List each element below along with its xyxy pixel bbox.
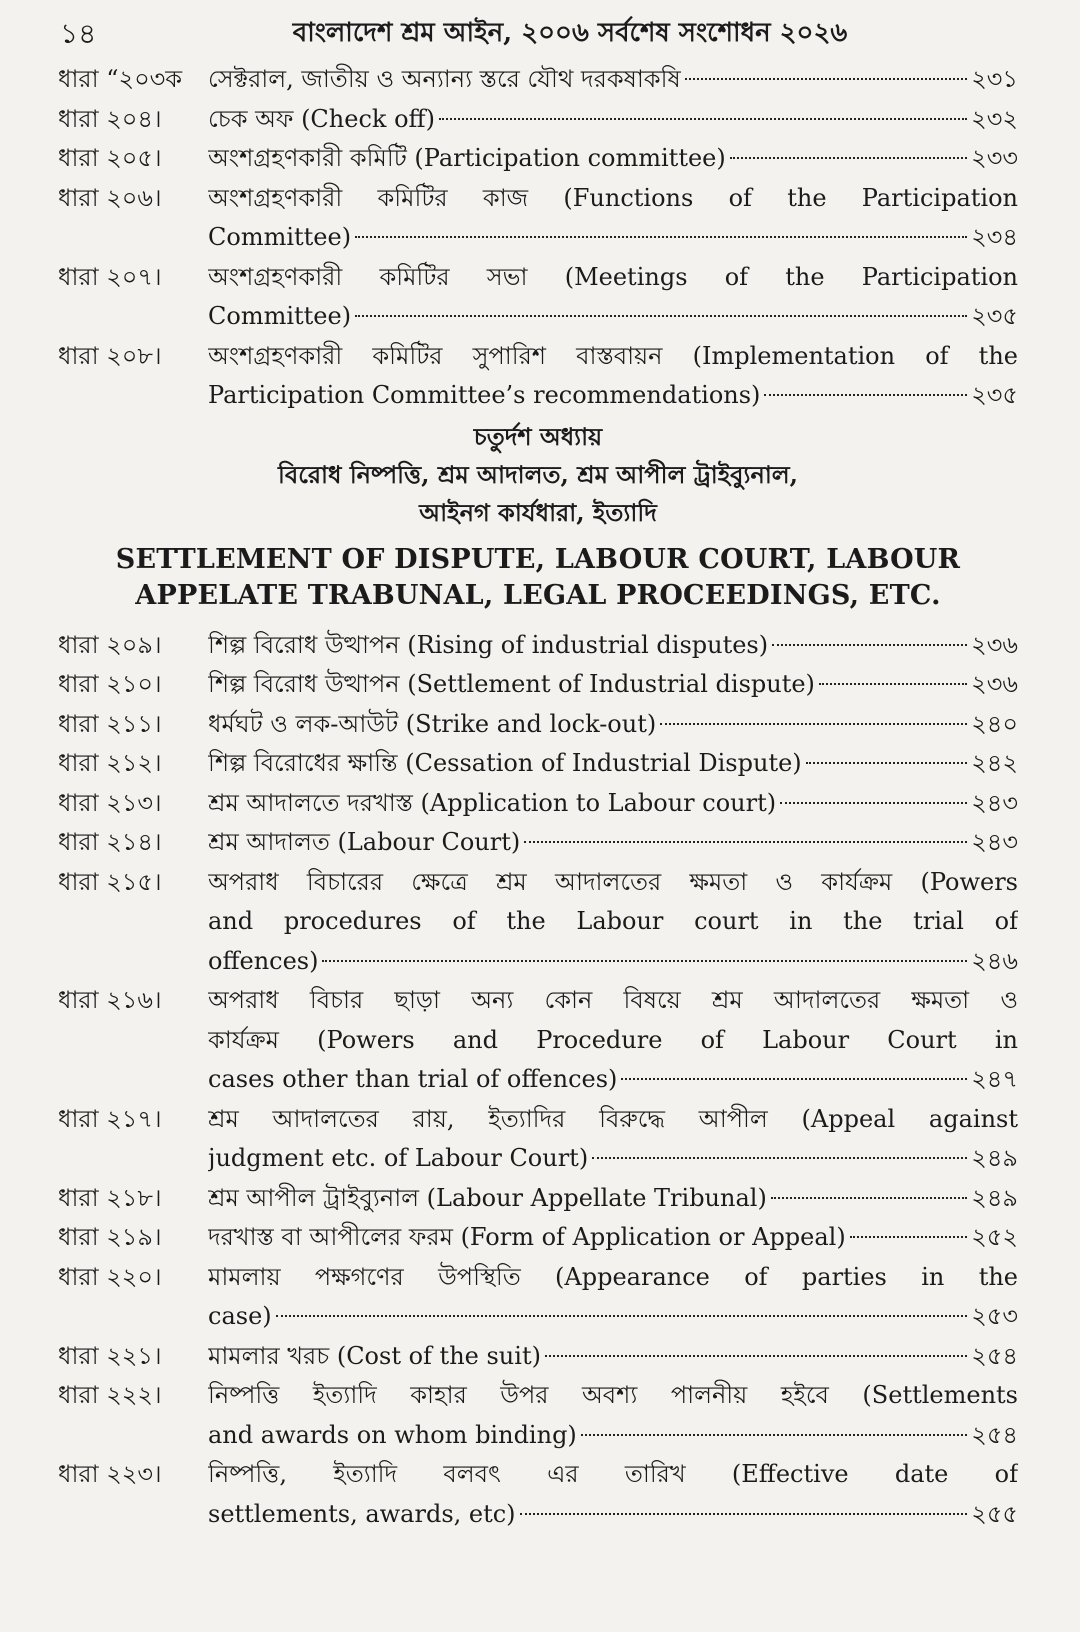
entry-body (208, 139, 1018, 179)
entry-title: অংশগ্রহণকারী কমিটির সভা (Meetings of the Participation (208, 262, 1018, 291)
entry-line (208, 1139, 1018, 1179)
toc-entry (58, 258, 1018, 337)
dot-leader (439, 118, 967, 120)
page-ref: ২৫৩ (971, 1302, 1018, 1330)
section-number: ধারা ২০৭। (58, 262, 162, 291)
entry-body (208, 626, 1018, 666)
page-ref: ২৩৫ (971, 381, 1018, 409)
entry-title: দরখাস্ত বা আপীলের ফরম (Form of Application or Appeal) (208, 1223, 846, 1251)
chapter-title-bn-1: বিরোধ নিষ্পত্তি, শ্রম আদালত, শ্রম আপীল ট্রাইব্যুনাল, (277, 459, 799, 489)
section-number: ধারা ২১৫। (58, 867, 162, 896)
toc-entry (58, 337, 1018, 416)
entry-title: শিল্প বিরোধের ক্ষান্তি (Cessation of Industrial Dispute) (208, 749, 802, 777)
entry-body (208, 1258, 1018, 1337)
entry-title: সেক্টরাল, জাতীয় ও অন্যান্য স্তরে যৌথ দরকষাকষি (208, 65, 681, 93)
page-ref: ২৩৪ (971, 223, 1018, 251)
entry-line (208, 665, 1018, 705)
toc-entry (58, 1337, 1018, 1377)
section-number: ধারা “২০৩ক (58, 65, 183, 93)
entry-title: Participation Committee’s recommendations) (208, 381, 761, 409)
entry-title: অংশগ্রহণকারী কমিটির কাজ (Functions of the Participation (208, 183, 1018, 212)
toc-entry (58, 626, 1018, 666)
entry-title: শিল্প বিরোধ উত্থাপন (Rising of industrial disputes) (208, 630, 769, 659)
entry-body (208, 863, 1018, 982)
entry-title: শ্রম আদালতের রায়, ইত্যাদির বিরুদ্ধে আপীল (Appeal against (208, 1104, 1018, 1133)
chapter-title-bn-2: আইনগ কার্যধারা, ইত্যাদি (419, 497, 657, 527)
dot-leader (780, 802, 967, 804)
dot-leader (524, 841, 967, 843)
toc-entry (58, 60, 1018, 100)
entry-line (208, 626, 1018, 666)
section-number: ধারা ২১০। (58, 670, 162, 698)
dot-leader (621, 1078, 967, 1080)
section-number: ধারা ২২১। (58, 1341, 162, 1370)
entry-line (208, 1218, 1018, 1258)
dot-leader (660, 723, 967, 725)
page-ref: ২৪৬ (971, 946, 1018, 975)
entry-title: settlements, awards, etc) (208, 1499, 516, 1528)
entry-line (208, 902, 1018, 942)
dot-leader (355, 236, 967, 238)
table-of-contents (58, 60, 1018, 1534)
entry-body (208, 1455, 1018, 1534)
running-title: বাংলাদেশ শ্রম আইন, ২০০৬ সর্বশেষ সংশোধন ২০২৬ (292, 18, 848, 48)
page-ref: ২৪৭ (971, 1065, 1018, 1093)
page-ref: ২৪৯ (971, 1183, 1018, 1212)
toc-entry (58, 1218, 1018, 1258)
entry-line (208, 376, 1018, 416)
section-number: ধারা ২১৮। (58, 1183, 162, 1212)
section-number: ধারা ২১৭। (58, 1104, 162, 1133)
dot-leader (355, 315, 967, 317)
entry-title: Committee) (208, 223, 352, 251)
entry-line (208, 1100, 1018, 1140)
page-ref: ২৪৩ (971, 788, 1018, 817)
entry-line (208, 337, 1018, 377)
entry-body (208, 258, 1018, 337)
page-ref: ২৩৫ (971, 302, 1018, 330)
toc-entry (58, 1100, 1018, 1179)
page-ref: ২৩৩ (971, 144, 1018, 172)
entry-line (208, 863, 1018, 903)
entry-title: শ্রম আদালতে দরখাস্ত (Application to Labour court) (208, 788, 777, 817)
entry-title: শ্রম আপীল ট্রাইব্যুনাল (Labour Appellate Tribunal) (208, 1183, 767, 1212)
toc-entry (58, 823, 1018, 863)
entry-body (208, 784, 1018, 824)
entry-title: offences) (208, 946, 319, 975)
entry-line (208, 100, 1018, 140)
entry-title: মামলায় পক্ষগণের উপস্থিতি (Appearance of parties in the (208, 1262, 1018, 1291)
entry-body (208, 337, 1018, 416)
dot-leader (581, 1434, 967, 1436)
entry-line (208, 1337, 1018, 1377)
entry-line (208, 1495, 1018, 1535)
dot-leader (730, 157, 967, 159)
section-number: ধারা ২১৩। (58, 788, 162, 817)
entry-line (208, 258, 1018, 298)
section-number: ধারা ২০৬। (58, 183, 162, 212)
entry-body (208, 823, 1018, 863)
entry-line (208, 218, 1018, 258)
toc-entry (58, 1258, 1018, 1337)
page-ref: ২৩৬ (971, 670, 1018, 698)
section-number: ধারা ২২৩। (58, 1460, 162, 1488)
entry-line (208, 139, 1018, 179)
entry-body (208, 1100, 1018, 1179)
entry-line (208, 297, 1018, 337)
page-ref: ২৪৯ (971, 1144, 1018, 1172)
toc-entry (58, 981, 1018, 1100)
toc-entry (58, 1455, 1018, 1534)
chapter-title-en-1: SETTLEMENT OF DISPUTE, LABOUR COURT, LABOUR (115, 543, 961, 575)
entry-title: অংশগ্রহণকারী কমিটি (Participation committee) (208, 144, 726, 172)
entry-title: ধর্মঘট ও লক-আউট (Strike and lock-out) (208, 709, 657, 738)
toc-entry (58, 665, 1018, 705)
toc-entry (58, 705, 1018, 745)
entry-body (208, 100, 1018, 140)
page-ref: ২৩১ (971, 65, 1018, 93)
page-ref: ২৪৩ (971, 828, 1018, 856)
toc-entries-part2 (58, 626, 1018, 1535)
entry-line (208, 1021, 1018, 1061)
dot-leader (806, 762, 968, 764)
entry-title: অংশগ্রহণকারী কমিটির সুপারিশ বাস্তবায়ন (Implementation of the (208, 341, 1018, 370)
entry-title: নিষ্পত্তি ইত্যাদি কাহার উপর অবশ্য পালনীয় হইবে (Settlements (208, 1381, 1018, 1409)
section-number: ধারা ২১২। (58, 749, 162, 777)
entry-title: অপরাধ বিচারের ক্ষেত্রে শ্রম আদালতের ক্ষমতা ও কার্যক্রম (Powers (208, 867, 1018, 896)
entry-line (208, 1258, 1018, 1298)
entry-title: cases other than trial of offences) (208, 1065, 618, 1093)
dot-leader (850, 1236, 967, 1238)
page-ref: ২৫৪ (971, 1420, 1018, 1449)
entry-title: নিষ্পত্তি, ইত্যাদি বলবৎ এর তারিখ (Effective date of (208, 1460, 1018, 1488)
entry-title: অপরাধ বিচার ছাড়া অন্য কোন বিষয়ে শ্রম আদালতের ক্ষমতা ও (208, 986, 1018, 1014)
entry-line (208, 1179, 1018, 1219)
section-number: ধারা ২১১। (58, 709, 162, 738)
entry-body (208, 1337, 1018, 1377)
toc-entry (58, 863, 1018, 982)
section-number: ধারা ২১৯। (58, 1223, 162, 1251)
entry-line (208, 942, 1018, 982)
entry-body (208, 1179, 1018, 1219)
entry-line (208, 784, 1018, 824)
toc-entry (58, 1376, 1018, 1455)
page-ref: ২৫৪ (971, 1341, 1018, 1370)
entry-title: case) (208, 1302, 272, 1330)
section-number: ধারা ২০৫। (58, 144, 162, 172)
page-header (50, 8, 1010, 54)
dot-leader (276, 1315, 968, 1317)
entry-title: শিল্প বিরোধ উত্থাপন (Settlement of Industrial dispute) (208, 670, 815, 698)
entry-line (208, 179, 1018, 219)
entry-line (208, 823, 1018, 863)
dot-leader (520, 1513, 968, 1515)
entry-title: and procedures of the Labour court in the trial of (208, 907, 1018, 935)
entry-title: শ্রম আদালত (Labour Court) (208, 828, 521, 856)
entry-line (208, 1416, 1018, 1456)
dot-leader (592, 1157, 967, 1159)
entry-title: কার্যক্রম (Powers and Procedure of Labour Court in (208, 1025, 1018, 1054)
page-number: ১৪ (60, 17, 97, 50)
entry-body (208, 1376, 1018, 1455)
toc-entry (58, 100, 1018, 140)
entry-title: চেক অফ (Check off) (208, 104, 435, 133)
toc-entry (58, 744, 1018, 784)
entry-body (208, 665, 1018, 705)
entry-body (208, 1218, 1018, 1258)
toc-entry (58, 179, 1018, 258)
toc-entry (58, 139, 1018, 179)
dot-leader (545, 1355, 967, 1357)
entry-line (208, 744, 1018, 784)
page-ref: ২৪০ (971, 709, 1018, 738)
entry-body (208, 744, 1018, 784)
section-number: ধারা ২২০। (58, 1262, 162, 1291)
entry-title: and awards on whom binding) (208, 1420, 577, 1449)
page-ref: ২৫২ (971, 1223, 1018, 1251)
dot-leader (819, 683, 967, 685)
page-ref: ২৩৬ (971, 630, 1018, 659)
entry-title: Committee) (208, 302, 352, 330)
page-ref: ২৫৫ (971, 1499, 1018, 1528)
section-number: ধারা ২০৯। (58, 630, 162, 659)
chapter-number: চতুর্দশ অধ্যায় (473, 421, 603, 451)
dot-leader (764, 394, 967, 396)
entry-body (208, 179, 1018, 258)
dot-leader (322, 960, 967, 962)
entry-line (208, 981, 1018, 1021)
section-number: ধারা ২০৪। (58, 104, 162, 133)
entry-line (208, 705, 1018, 745)
section-number: ধারা ২০৮। (58, 341, 162, 370)
toc-entry (58, 784, 1018, 824)
toc-entries-part1 (58, 60, 1018, 416)
entry-body (208, 705, 1018, 745)
entry-body (208, 60, 1018, 100)
entry-title: মামলার খরচ (Cost of the suit) (208, 1341, 541, 1370)
section-number: ধারা ২১৪। (58, 828, 162, 856)
entry-line (208, 1297, 1018, 1337)
dot-leader (771, 1197, 967, 1199)
chapter-title-en-2: APPELATE TRABUNAL, LEGAL PROCEEDINGS, ETC. (135, 579, 941, 611)
entry-line (208, 1376, 1018, 1416)
entry-line (208, 1060, 1018, 1100)
dot-leader (685, 78, 968, 80)
section-number: ধারা ২১৬। (58, 986, 162, 1014)
dot-leader (772, 644, 967, 646)
entry-line (208, 60, 1018, 100)
section-number: ধারা ২২২। (58, 1381, 162, 1409)
page-ref: ২৪২ (971, 749, 1018, 777)
page-ref: ২৩২ (971, 104, 1018, 133)
toc-entry (58, 1179, 1018, 1219)
chapter-title-en (58, 542, 1018, 614)
entry-body (208, 981, 1018, 1100)
entry-title: judgment etc. of Labour Court) (208, 1144, 589, 1172)
entry-line (208, 1455, 1018, 1495)
